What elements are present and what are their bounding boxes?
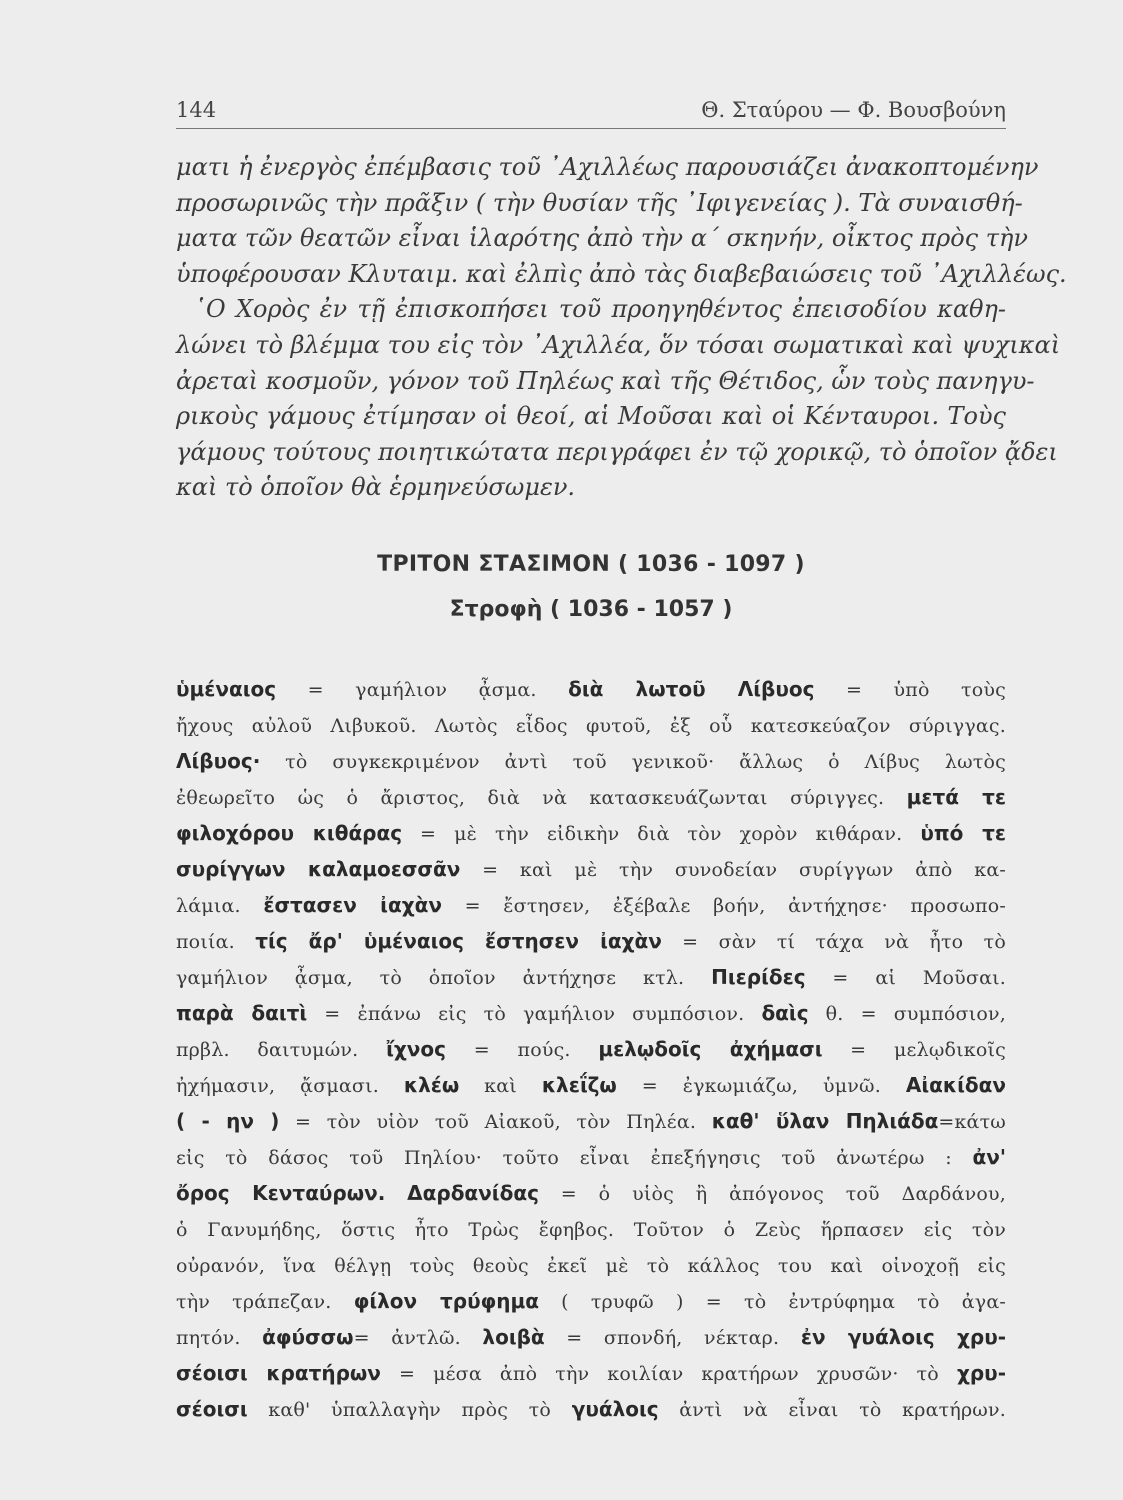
lemma-term: λοιβὰ	[482, 1325, 545, 1349]
lemma-term: Λίβυος·	[176, 749, 261, 773]
glossary-line	[176, 1284, 1006, 1320]
gloss-text: οὐρανόν, ἵνα θέλγῃ τοὺς θεοὺς ἐκεῖ μὲ τὸ κάλλος του καὶ οἰνοχοῇ εἰς	[176, 1255, 1006, 1277]
lemma-term: σέοισι	[176, 1397, 248, 1421]
glossary-line	[176, 1176, 1006, 1212]
lemma-term: συρίγγων καλαμοεσσᾶν	[176, 857, 461, 881]
gloss-text: ἐθεωρεῖτο ὡς ὁ ἄριστος, διὰ νὰ κατασκευάζωνται σύριγγες.	[176, 787, 907, 809]
gloss-text: = καὶ μὲ τὴν συνοδείαν συρίγγων ἀπὸ κα-	[460, 859, 1006, 881]
intro-line: ῾Ο Χορὸς ἐν τῇ ἐπισκοπήσει τοῦ προηγηθέντος ἐπεισοδίου καθη-	[194, 295, 1006, 324]
glossary-line	[176, 924, 1006, 960]
glossary-line	[176, 1068, 1006, 1104]
gloss-text: τὸ συγκεκριμένον ἀντὶ τοῦ γενικοῦ· ἄλλως ὁ Λίβυς λωτὸς	[260, 751, 1006, 773]
intro-line: ἀρεταὶ κοσμοῦν, γόνον τοῦ Πηλέως καὶ τῆς Θέτιδος, ὧν τοὺς πανηγυ-	[176, 366, 1035, 395]
glossary-line	[176, 996, 1006, 1032]
lemma-term: καθ' ὕλαν Πηλιάδα	[711, 1109, 939, 1133]
glossary-line	[176, 1104, 1006, 1140]
intro-paragraph	[176, 150, 1067, 506]
intro-line: λώνει τὸ βλέμμα του εἰς τὸν ᾿Αχιλλέα, ὅν τόσαι σωματικαὶ καὶ ψυχικαὶ	[176, 330, 1061, 359]
gloss-text: = ἐγκωμιάζω, ὑμνῶ.	[616, 1075, 906, 1097]
gloss-text: = αἱ Μοῦσαι.	[805, 967, 1006, 989]
gloss-text: = σὰν τί τάχα νὰ ἦτο τὸ	[661, 931, 1006, 953]
glossary-line	[176, 816, 1006, 852]
lemma-term: παρὰ δαιτὶ	[176, 1001, 308, 1025]
gloss-text: καὶ	[459, 1075, 542, 1097]
glossary-line	[176, 1320, 1006, 1356]
gloss-text: ὁ Γανυμήδης, ὅστις ἦτο Τρὼς ἔφηβος. Τοῦτον ὁ Ζεὺς ἥρπασεν εἰς τὸν	[176, 1219, 1006, 1241]
gloss-text: = πούς.	[446, 1039, 599, 1061]
glossary-line	[176, 1140, 1006, 1176]
lemma-term: ἀφύσσω	[262, 1325, 354, 1349]
gloss-text: =κάτω	[938, 1111, 1006, 1133]
lemma-term: διὰ λωτοῦ Λίβυος	[568, 677, 815, 701]
glossary-line	[176, 708, 1006, 744]
glossary-line	[176, 744, 1006, 780]
intro-line: ρικοὺς γάμους ἐτίμησαν οἱ θεοί, αἱ Μοῦσαι καὶ οἱ Κένταυροι. Τοὺς	[176, 402, 1006, 431]
gloss-text: ποιία.	[176, 931, 256, 953]
glossary-line	[176, 1392, 1006, 1428]
glossary-line	[176, 852, 1006, 888]
gloss-text: πητόν.	[176, 1327, 263, 1349]
lemma-term: ἐν γυάλοις χρυ-	[800, 1325, 1006, 1349]
gloss-text: = τὸν υἱὸν τοῦ Αἰακοῦ, τὸν Πηλέα.	[279, 1111, 712, 1133]
running-header	[176, 90, 1006, 129]
glossary-line	[176, 1248, 1006, 1284]
gloss-text: = μελῳδικοῖς	[822, 1039, 1006, 1061]
intro-line: ὑποφέρουσαν Κλυταιμ. καὶ ἐλπὶς ἀπὸ τὰς διαβεβαιώσεις τοῦ ᾿Αχιλλέως.	[176, 259, 1067, 288]
lemma-term: φίλον τρύφημα	[353, 1289, 539, 1313]
glossary-line	[176, 888, 1006, 924]
intro-line: γάμους τούτους ποιητικώτατα περιγράφει ἐν τῷ χορικῷ, τὸ ὁποῖον ᾄδει	[176, 437, 1058, 466]
lemma-term: ἔστασεν ἰαχὰν	[263, 893, 442, 917]
gloss-text: = σπονδή, νέκταρ.	[544, 1327, 801, 1349]
gloss-text: ( τρυφῶ ) = τὸ ἐντρύφημα τὸ ἀγα-	[538, 1291, 1006, 1313]
gloss-text: = γαμήλιον ᾆσμα.	[276, 679, 569, 701]
lemma-term: Δαρδανίδας	[407, 1181, 539, 1205]
lemma-term: Πιερίδες	[711, 965, 806, 989]
gloss-text: εἰς τὸ δάσος τοῦ Πηλίου· τοῦτο εἶναι ἐπεξήγησις τοῦ ἀνωτέρω :	[176, 1147, 973, 1169]
lemma-term: ἴχνος	[386, 1037, 447, 1061]
glossary-line	[176, 780, 1006, 816]
glossary-line	[176, 1212, 1006, 1248]
lemma-term: ὑμέναιος	[176, 677, 277, 701]
lemma-term: κλέω	[403, 1073, 460, 1097]
intro-line: προσωρινῶς τὴν πρᾶξιν ( τὴν θυσίαν τῆς ᾿Ιφιγενείας ). Τὰ συναισθή-	[176, 188, 1023, 217]
gloss-text: = ὑπὸ τοὺς	[814, 679, 1006, 701]
lemma-term: ὄρος Κενταύρων.	[176, 1181, 386, 1205]
gloss-text: ἠχήμασιν, ᾄσμασι.	[176, 1075, 404, 1097]
intro-line: ματι ἡ ἐνεργὸς ἐπέμβασις τοῦ ᾿Αχιλλέως παρουσιάζει ἀνακοπτομένην	[176, 153, 1039, 181]
gloss-text: ἤχους αὐλοῦ Λιβυκοῦ. Λωτὸς εἶδος φυτοῦ, ἐξ οὗ κατεσκεύαζον σύριγγας.	[176, 715, 1006, 737]
gloss-text: γαμήλιον ᾆσμα, τὸ ὁποῖον ἀντήχησε κτλ.	[176, 967, 712, 989]
lemma-term: ὑπό τε	[920, 821, 1006, 845]
gloss-text: = μὲ τὴν εἰδικὴν διὰ τὸν χορὸν κιθάραν.	[402, 823, 921, 845]
lemma-term: γυάλοις	[571, 1397, 659, 1421]
lemma-term: σέοισι κρατήρων	[176, 1361, 381, 1385]
page-number: 144	[176, 98, 217, 122]
gloss-text: καθ' ὑπαλλαγὴν πρὸς τὸ	[247, 1399, 572, 1421]
gloss-text: = ὁ υἱὸς ἢ ἀπόγονος τοῦ Δαρδάνου,	[538, 1183, 1006, 1205]
gloss-text: = μέσα ἀπὸ τὴν κοιλίαν κρατήρων χρυσῶν· τὸ	[380, 1363, 957, 1385]
gloss-text: ἀντὶ νὰ εἶναι τὸ κρατήρων.	[658, 1399, 1006, 1421]
lemma-term: δαὶς	[761, 1001, 809, 1025]
lemma-term: ἀν'	[972, 1145, 1006, 1169]
gloss-text: θ. = συμπόσιον,	[808, 1003, 1006, 1025]
glossary-line	[176, 1356, 1006, 1392]
intro-line: καὶ τὸ ὁποῖον θὰ ἑρμηνεύσωμεν.	[176, 473, 576, 502]
intro-line: ματα τῶν θεατῶν εἶναι ἱλαρότης ἀπὸ τὴν α΄ σκηνήν, οἶκτος πρὸς τὴν	[176, 224, 1028, 253]
gloss-text	[385, 1183, 407, 1205]
lemma-term: μελῳδοῖς ἀχήμασι	[598, 1037, 823, 1061]
glossary-paragraph	[176, 672, 1006, 1428]
gloss-text: λάμια.	[176, 895, 264, 917]
lemma-term: ( - ην )	[176, 1109, 280, 1133]
subsection-title: Στροφὴ ( 1036 - 1057 )	[449, 597, 733, 622]
gloss-text: πρβλ. δαιτυμών.	[176, 1039, 387, 1061]
lemma-term: φιλοχόρου κιθάρας	[176, 821, 403, 845]
glossary-line	[176, 672, 1006, 708]
gloss-text: = ἀντλῶ.	[353, 1327, 483, 1349]
gloss-text: = ἔστησεν, ἐξέβαλε βοήν, ἀντήχησε· προσωπο-	[441, 895, 1006, 917]
glossary-line	[176, 960, 1006, 996]
lemma-term: μετά τε	[906, 785, 1006, 809]
gloss-text: = ἐπάνω εἰς τὸ γαμήλιον συμπόσιον.	[307, 1003, 762, 1025]
lemma-term: χρυ-	[956, 1361, 1006, 1385]
lemma-term: Αἰακίδαν	[905, 1073, 1006, 1097]
glossary-line	[176, 1032, 1006, 1068]
gloss-text: τὴν τράπεζαν.	[176, 1291, 354, 1313]
lemma-term: τίς ἄρ' ὑμέναιος ἔστησεν ἰαχὰν	[255, 929, 662, 953]
lemma-term: κλεΐζω	[541, 1073, 617, 1097]
header-authors: Θ. Σταύρου — Φ. Βουσβούνη	[701, 98, 1006, 122]
section-title: ΤΡΙΤΟΝ ΣΤΑΣΙΜΟΝ ( 1036 - 1097 )	[377, 552, 805, 577]
